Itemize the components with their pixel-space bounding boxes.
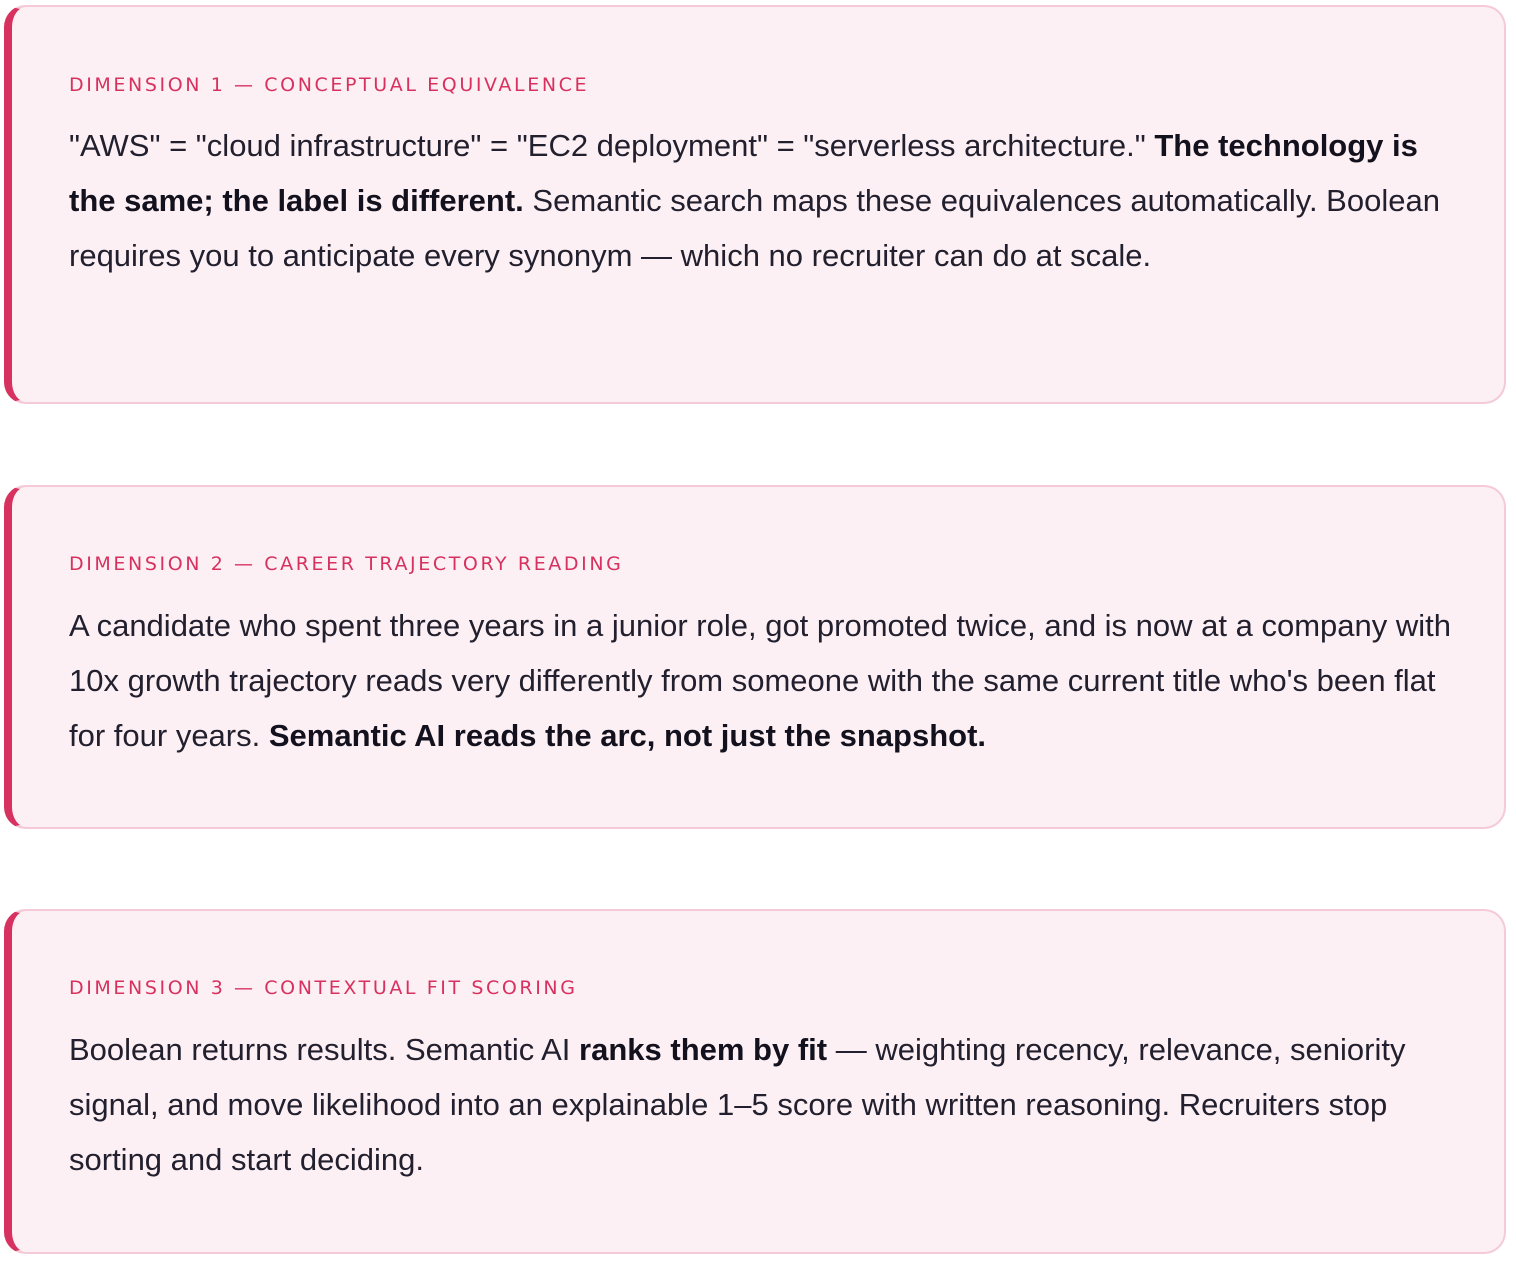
dimension-card-3 <box>4 909 1506 1254</box>
description-text: — weighting recency, relevance, seniority signal, and move likelihood into an explainable 1–5 score with written reasoning. Recruiters stop sorting and start deciding. <box>69 1032 1406 1177</box>
description-text: "AWS" = "cloud infrastructure" = "EC2 deployment" = "serverless architecture." <box>69 128 1155 163</box>
dimension-label: DIMENSION 3 — CONTEXTUAL FIT SCORING <box>69 977 578 999</box>
dimension-description <box>69 598 1454 763</box>
dimension-label: DIMENSION 1 — CONCEPTUAL EQUIVALENCE <box>69 74 590 96</box>
description-text: Boolean returns results. Semantic AI <box>69 1032 580 1067</box>
description-text: A candidate who spent three years in a junior role, got promoted twice, and is now at a company with 10x growth trajectory reads very differently from someone with the same current title who's been flat for four years. <box>69 608 1451 753</box>
description-highlight: Semantic AI reads the arc, not just the snapshot. <box>268 718 987 753</box>
dimension-card-1 <box>4 5 1506 404</box>
description-highlight: ranks them by fit <box>579 1032 828 1067</box>
dimension-description <box>69 1022 1454 1187</box>
description-highlight: The technology is the same; the label is different. <box>69 128 1418 218</box>
dimension-description <box>69 118 1454 283</box>
description-text: Semantic search maps these equivalences automatically. Boolean requires you to anticipate every synonym — which no recruiter can do at scale. <box>69 183 1440 273</box>
dimension-label: DIMENSION 2 — CAREER TRAJECTORY READING <box>69 553 624 575</box>
dimension-card-2 <box>4 485 1506 829</box>
